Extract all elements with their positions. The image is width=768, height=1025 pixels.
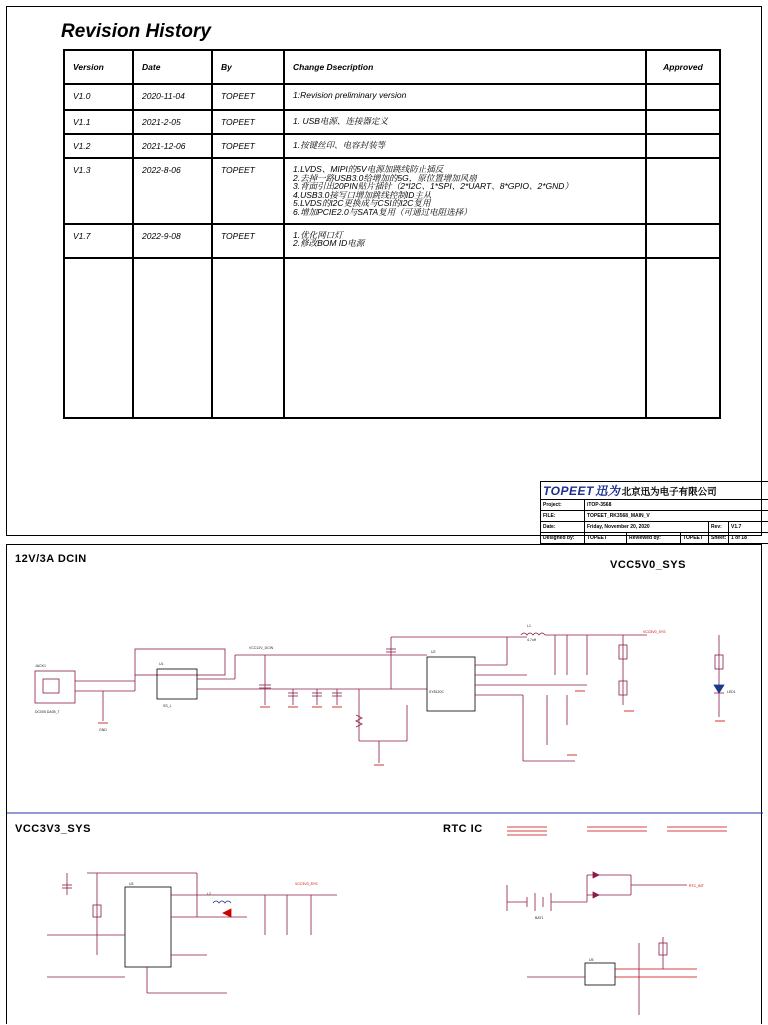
- sheet-total: 18: [741, 535, 747, 541]
- of-label: of: [735, 535, 740, 541]
- dcin-net: VCC12V_DCIN: [249, 646, 274, 650]
- gnd-label: GND: [99, 728, 107, 732]
- header-by: By: [212, 50, 284, 84]
- row-by: TOPEET: [212, 84, 284, 110]
- designed-value: TOPEET: [585, 533, 627, 544]
- row-by: TOPEET: [212, 110, 284, 134]
- table-row: [64, 224, 720, 258]
- row-approved: [646, 134, 720, 158]
- u2-ref: U2: [431, 650, 436, 654]
- title-block: [540, 481, 768, 539]
- l1-ref: L1: [527, 624, 531, 628]
- row-date: 2022-8-06: [133, 158, 212, 224]
- row-version: V1.3: [64, 158, 133, 224]
- rtc-ref: U5: [589, 958, 594, 962]
- company-logo: TOPEET: [543, 484, 594, 498]
- input-caps: [259, 637, 527, 763]
- jack-ref: JACK1: [35, 664, 46, 668]
- sheet-label: Sheet:: [709, 533, 729, 544]
- table-header-row: [64, 50, 720, 84]
- u1-block: [135, 649, 427, 699]
- row-date: 2022-9-08: [133, 224, 212, 258]
- date-label: Date:: [541, 522, 585, 533]
- page-title: Revision History: [61, 21, 211, 43]
- row-by: TOPEET: [212, 224, 284, 258]
- header-change: Change Dsecription: [284, 50, 646, 84]
- designed-label: Designed by:: [541, 533, 585, 544]
- section-vcc5v0-title: VCC5V0_SYS: [610, 559, 686, 571]
- l1-value: 4.7uH: [527, 638, 537, 642]
- u1-part: SS_L: [163, 704, 172, 708]
- rev-label: Rev:: [709, 522, 729, 533]
- change-line: 4.USB3.0接写口增加跳线控制ID主从: [293, 191, 637, 200]
- row-by: TOPEET: [212, 158, 284, 224]
- header-date: Date: [133, 50, 212, 84]
- row-change: 1. USB电源、连接器定义: [284, 110, 646, 134]
- header-version: Version: [64, 50, 133, 84]
- reviewed-label: Reviewed by:: [627, 533, 681, 544]
- revision-table: [63, 49, 721, 419]
- change-line: 2.修改BOM ID电源: [293, 239, 637, 248]
- row-date: 2021-2-05: [133, 110, 212, 134]
- change-line: 5.LVDS的I2C更换成与CSI的I2C复用: [293, 199, 637, 208]
- section-dcin-title: 12V/3A DCIN: [15, 553, 87, 565]
- rtc-out-net: RTC_INT: [689, 884, 705, 888]
- row-date: 2021-12-06: [133, 134, 212, 158]
- reviewed-value: TOPEET: [681, 533, 709, 544]
- file-value: TOPEET_RK3568_MAIN_V: [585, 511, 768, 522]
- row-change: 1.按键丝印、电容封装等: [284, 134, 646, 158]
- project-label: Project:: [541, 500, 585, 511]
- table-row: [64, 134, 720, 158]
- row-change: [284, 224, 646, 258]
- project-value: iTOP-3568: [585, 500, 768, 511]
- jack-part: DC005 DA05_T: [35, 710, 61, 714]
- sheet-count: [729, 533, 768, 544]
- vcc33-net: VCC3V3_SYS: [295, 882, 318, 886]
- row-version: V1.0: [64, 84, 133, 110]
- revision-sheet: [6, 6, 762, 536]
- u1-ref: U1: [159, 662, 164, 666]
- rtc-circuit: [507, 827, 727, 1015]
- row-approved: [646, 158, 720, 224]
- row-approved: [646, 110, 720, 134]
- battery-ref: BAT1: [535, 916, 544, 920]
- row-version: V1.7: [64, 224, 133, 258]
- led-ref: LED1: [727, 690, 736, 694]
- rev-value: V1.7: [729, 522, 768, 533]
- row-date: 2020-11-04: [133, 84, 212, 110]
- schematic-sheet: [6, 544, 762, 1024]
- row-approved: [646, 84, 720, 110]
- section-rtc-title: RTC IC: [443, 823, 483, 835]
- company-logo-cn: 迅为: [595, 484, 620, 498]
- header-approved: Approved: [646, 50, 720, 84]
- sheet-number: 1: [731, 535, 734, 541]
- u3-ref: U3: [129, 882, 134, 886]
- change-line: 2.去掉一路USB3.0给增加的5G，原位置增加风扇: [293, 174, 637, 183]
- row-change: [284, 158, 646, 224]
- change-line: 3.背面引出20PIN贴片插针（2*I2C、1*SPI、2*UART、8*GPIO、2*GND）: [293, 182, 637, 191]
- table-row: [64, 110, 720, 134]
- row-by: TOPEET: [212, 134, 284, 158]
- row-version: V1.1: [64, 110, 133, 134]
- u2-regulator: [427, 633, 647, 761]
- table-row-empty: [64, 258, 720, 418]
- change-line: 1.LVDS、MIPI的5V电源加跳线防止插反: [293, 165, 637, 174]
- file-label: FILE:: [541, 511, 585, 522]
- change-line: 6.增加PCIE2.0与SATA复用（可通过电阻选择）: [293, 208, 637, 217]
- change-line: 1.优化网口灯: [293, 231, 637, 240]
- u2-part: SY8120C: [429, 690, 444, 694]
- l2-ref: L2: [207, 892, 211, 896]
- ground-symbols: [98, 691, 725, 765]
- date-value: Friday, November 20, 2020: [585, 522, 709, 533]
- vcc5-net: VCC5V0_SYS: [643, 630, 666, 634]
- table-row: [64, 158, 720, 224]
- company-name: 北京迅为电子有限公司: [622, 487, 717, 498]
- row-version: V1.2: [64, 134, 133, 158]
- row-change: 1:Revision preliminary version: [284, 84, 646, 110]
- vcc3v3-circuit: [47, 873, 337, 993]
- led-indicator: [714, 635, 724, 717]
- table-row: [64, 84, 720, 110]
- section-vcc3v3-title: VCC3V3_SYS: [15, 823, 91, 835]
- row-approved: [646, 224, 720, 258]
- schematic-drawing: [7, 545, 763, 1025]
